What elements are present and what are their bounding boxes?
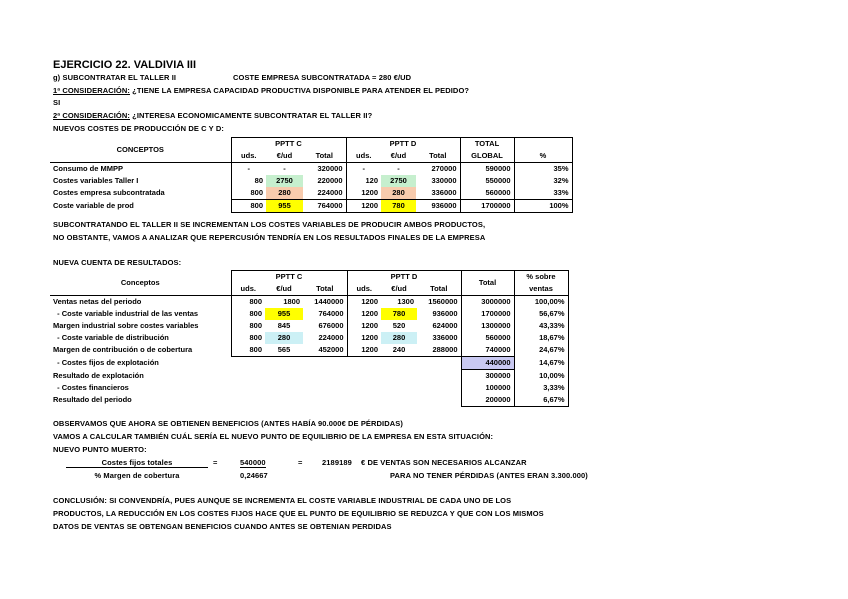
row-label: Costes variables Taller I — [53, 176, 139, 185]
cell: 1440000 — [303, 296, 347, 309]
table-row — [50, 163, 572, 176]
t1-header-total-d: Total — [416, 150, 460, 163]
cell: 120 — [365, 176, 378, 185]
consideration-1 — [53, 86, 469, 95]
cell: 1700000 — [460, 200, 514, 213]
cell: 3000000 — [461, 296, 514, 309]
formula-fixed-costs: 540000 — [240, 458, 266, 467]
table-row — [50, 308, 568, 320]
cell: 224000 — [303, 332, 347, 344]
cell: 624000 — [417, 320, 461, 332]
cell: 440000 — [461, 357, 514, 370]
table-row — [50, 187, 572, 200]
table-row — [50, 394, 568, 407]
cell: 676000 — [303, 320, 347, 332]
row-label: Costes empresa subcontratada — [53, 188, 165, 198]
income-heading: NUEVA CUENTA DE RESULTADOS: — [53, 258, 182, 267]
cell: 800 — [231, 296, 265, 309]
cell: 955 — [266, 200, 303, 213]
cell: 14,67% — [514, 357, 568, 370]
t2-header-pct-1: % sobre — [514, 271, 568, 284]
formula-numerator: Costes fijos totales — [66, 458, 208, 468]
cell: 1300 — [381, 296, 417, 309]
cell: 1200 — [361, 188, 378, 197]
table-row — [50, 175, 572, 187]
cell: 100000 — [461, 382, 514, 394]
t2-header-pptt-c: PPTT C — [231, 271, 347, 284]
income-statement-table — [50, 270, 569, 407]
new-costs-heading: NUEVOS COSTES DE PRODUCCIÓN DE C Y D: — [53, 124, 224, 133]
cell: 800 — [231, 332, 265, 344]
cell: 800 — [231, 187, 266, 200]
t2-header-eur-d: €/ud — [391, 284, 407, 293]
cell: 80 — [231, 175, 266, 187]
row-label: Margen de contribución o de cobertura — [53, 345, 193, 355]
formula-denominator: % Margen de cobertura — [94, 471, 180, 480]
row-label: Resultado del periodo — [53, 395, 132, 405]
cell: 1200 — [347, 344, 381, 357]
cell: 200000 — [461, 394, 514, 407]
row-label: - Costes financieros — [53, 383, 129, 392]
formula-equals-1: = — [213, 458, 218, 467]
cell: 1200 — [361, 333, 378, 342]
cell: 764000 — [303, 308, 347, 320]
cell: 18,67% — [514, 332, 568, 344]
cell: 336000 — [417, 332, 461, 344]
cell: - — [231, 163, 266, 176]
cell: 520 — [392, 321, 406, 330]
table-row — [50, 370, 568, 383]
cell: 10,00% — [514, 370, 568, 383]
cell: 1700000 — [461, 308, 514, 320]
table-row — [50, 200, 572, 213]
table-row — [50, 296, 568, 309]
t2-header-uds: uds. — [231, 283, 265, 296]
cell: 280 — [266, 187, 303, 200]
cell: 2750 — [381, 175, 416, 187]
cell: - — [346, 163, 381, 176]
cell: 2750 — [266, 175, 303, 187]
t2-header-total-c: Total — [303, 283, 347, 296]
cell: 740000 — [461, 344, 514, 357]
page-title: EJERCICIO 22. VALDIVIA III — [53, 59, 197, 71]
cell: 24,67% — [514, 344, 568, 357]
cell: 1200 — [347, 296, 381, 309]
consideration-1-label: 1ª CONSIDERACIÓN: — [53, 86, 130, 95]
conclusion-line-3: DATOS DE VENTAS SE OBTENGAN BENEFICIOS CUANDO ANTES SE OBTENIAN PERDIDAS — [53, 522, 392, 531]
cell: - — [266, 163, 303, 176]
break-even-result: 2189189 — [322, 458, 352, 467]
cell: 1800 — [265, 296, 303, 309]
production-costs-table — [50, 137, 573, 213]
cell: 32% — [514, 175, 572, 187]
break-even-note-1: € DE VENTAS SON NECESARIOS ALCANZAR — [361, 458, 527, 467]
cell: 936000 — [417, 308, 461, 320]
row-label: Ventas netas del periodo — [50, 296, 231, 309]
cell: 280 — [381, 187, 416, 200]
t1-header-uds: uds. — [231, 150, 266, 163]
t2-header-uds-d: uds. — [356, 284, 372, 293]
cell: 955 — [265, 308, 303, 320]
cell: 3,33% — [514, 382, 568, 394]
cell: 560000 — [460, 187, 514, 200]
row-label: Margen industrial sobre costes variables — [53, 321, 199, 330]
cell: 43,33% — [514, 320, 568, 332]
answer-si: SI — [53, 98, 61, 107]
cell: 1560000 — [417, 296, 461, 309]
t2-header-concepts: Conceptos — [120, 277, 160, 287]
observation-1: OBSERVAMOS QUE AHORA SE OBTIENEN BENEFICIOS (ANTES HABÍA 90.000€ DE PÉRDIDAS) — [53, 419, 403, 428]
t1-header-concepts: CONCEPTOS — [116, 144, 164, 154]
note-line-2: NO OBSTANTE, VAMOS A ANALIZAR QUE REPERCUSIÓN TENDRÍA EN LOS RESULTADOS FINALES DE LA EMPRESA — [53, 233, 486, 242]
subcontract-cost-label: COSTE EMPRESA SUBCONTRATADA = 280 €/UD — [233, 73, 412, 82]
cell: 452000 — [303, 344, 347, 357]
conclusion-line-2: PRODUCTOS, LA REDUCCIÓN EN LOS COSTES FIJOS HACE QUE EL PUNTO DE EQUILIBRIO SE REDUZCA Y QUE CON LOS MISMOS — [53, 509, 544, 518]
cell: 224000 — [303, 187, 346, 200]
row-label: - Coste variable de distribución — [53, 333, 169, 342]
t2-header-pct-2: ventas — [514, 283, 568, 296]
cell: 565 — [265, 344, 303, 357]
row-label: Resultado de explotación — [53, 370, 144, 380]
table-row — [50, 332, 568, 344]
consideration-2-text: ¿INTERESA ECONOMICAMENTE SUBCONTRATAR EL TALLER II? — [129, 111, 373, 120]
cell: 1200 — [361, 309, 378, 318]
t1-header-pct: % — [514, 150, 572, 163]
cell: 800 — [231, 344, 265, 357]
t2-header-pptt-d: PPTT D — [347, 271, 461, 284]
note-line-1: SUBCONTRATANDO EL TALLER II SE INCREMENTAN LOS COSTES VARIABLES DE PRODUCIR AMBOS PRODUCTOS, — [53, 220, 486, 229]
cell: - — [381, 163, 416, 176]
row-label: - Coste variable industrial de las ventas — [53, 309, 199, 318]
cell: 33% — [514, 187, 572, 200]
cell: 560000 — [461, 332, 514, 344]
formula-equals-2: = — [298, 458, 303, 467]
cell: 280 — [381, 332, 417, 344]
cell: 550000 — [460, 175, 514, 187]
cell: 220000 — [303, 175, 346, 187]
cell: 240 — [381, 344, 417, 357]
table-row — [50, 382, 568, 394]
t2-header-total: Total — [461, 271, 514, 296]
break-even-heading: NUEVO PUNTO MUERTO: — [53, 445, 147, 454]
t1-header-uds-d: uds. — [356, 151, 372, 160]
cell: 764000 — [303, 200, 346, 213]
cell: 845 — [277, 321, 291, 330]
table-row — [50, 357, 568, 370]
t1-header-total-c: Total — [303, 150, 346, 163]
cell: 1300000 — [461, 320, 514, 332]
cell: 100,00% — [514, 296, 568, 309]
table-row — [50, 320, 568, 332]
cell: 780 — [381, 308, 417, 320]
cell: 280 — [265, 332, 303, 344]
cell: 270000 — [416, 163, 460, 176]
cell: 35% — [514, 163, 572, 176]
cell: 1200 — [361, 321, 378, 330]
t2-header-total-d: Total — [417, 283, 461, 296]
cell: 288000 — [417, 344, 461, 357]
cell: 800 — [231, 200, 266, 213]
cell: 320000 — [303, 163, 346, 176]
conclusion-line-1: CONCLUSIÓN: SI CONVENDRÍA, PUES AUNQUE SE INCREMENTA EL COSTE VARIABLE INDUSTRIAL DE CADA UNO DE LOS — [53, 496, 512, 505]
t1-header-pptt-c: PPTT C — [231, 138, 346, 151]
row-label: Coste variable de prod — [53, 201, 134, 210]
cell: 336000 — [416, 187, 460, 200]
cell: 330000 — [416, 175, 460, 187]
t1-header-total: TOTAL — [460, 138, 514, 151]
cell: 780 — [381, 200, 416, 213]
cell: 6,67% — [514, 394, 568, 407]
consideration-1-text: ¿TIENE LA EMPRESA CAPACIDAD PRODUCTIVA DISPONIBLE PARA ATENDER EL PEDIDO? — [129, 86, 470, 95]
t1-header-pptt-d: PPTT D — [346, 138, 460, 151]
cell: 1200 — [346, 200, 381, 213]
table-row — [50, 344, 568, 357]
cell: 100% — [514, 200, 572, 213]
cell: 300000 — [461, 370, 514, 383]
cell: 800 — [231, 320, 265, 332]
row-label: - Costes fijos de explotación — [53, 358, 159, 367]
consideration-2 — [53, 111, 372, 120]
break-even-note-2: PARA NO TENER PÉRDIDAS (ANTES ERAN 3.300.000) — [390, 471, 588, 480]
formula-margin: 0,24667 — [240, 471, 268, 480]
t1-header-eur-d: €/ud — [390, 151, 407, 160]
observation-2: VAMOS A CALCULAR TAMBIÉN CUÁL SERÍA EL NUEVO PUNTO DE EQUILIBRIO DE LA EMPRESA EN ESTA SITUACIÓN: — [53, 432, 494, 441]
section-g-label: g) SUBCONTRATAR EL TALLER II — [53, 73, 177, 82]
cell: 56,67% — [514, 308, 568, 320]
consideration-2-label: 2ª CONSIDERACIÓN: — [53, 111, 130, 120]
cell: 800 — [231, 308, 265, 320]
t1-header-eur: €/ud — [276, 151, 293, 160]
cell: 936000 — [416, 200, 460, 213]
t2-header-eur: €/ud — [276, 284, 292, 293]
t1-header-global: GLOBAL — [460, 150, 514, 163]
cell: 590000 — [460, 163, 514, 176]
row-label: Consumo de MMPP — [50, 163, 231, 176]
